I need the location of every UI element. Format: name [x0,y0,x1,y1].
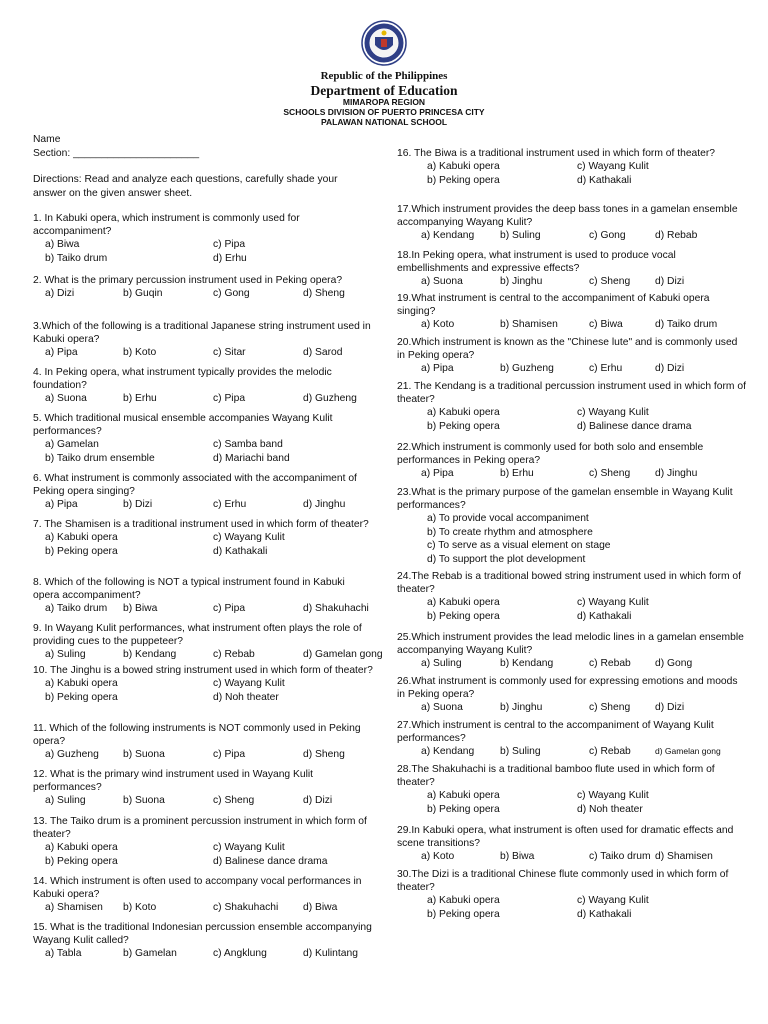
name-label: Name [33,134,61,145]
question-20 [397,336,747,376]
question-stem: 16. The Biwa is a traditional instrument used in which form of theater? [397,148,716,159]
question-stem: 14. Which instrument is often used to accompany vocal performances in Kabuki opera? [33,876,362,901]
question-2 [33,274,373,301]
answer-option[interactable]: b) Taiko drum [45,252,108,264]
answer-option[interactable]: c) Wayang Kulit [577,790,649,802]
answer-options [397,160,747,187]
question-16 [397,147,747,187]
answer-option[interactable]: c) Wayang Kulit [577,597,649,609]
answer-option[interactable]: d) Erhu [213,252,247,264]
answer-options [33,841,373,868]
answer-options [33,602,373,616]
answer-option[interactable]: d) Rebab [655,230,698,242]
question-stem: 11. Which of the following instruments is NOT commonly used in Peking opera? [33,723,361,748]
division-line: SCHOOLS DIVISION OF PUERTO PRINCESA CITY [283,106,485,117]
question-12 [33,768,373,808]
section-label: Section: ______________________ [33,148,200,159]
answer-option[interactable]: d) Kulintang [303,948,358,960]
question-28 [397,763,747,816]
answer-option[interactable]: b) Suling [500,746,541,758]
question-11 [33,722,373,762]
question-4 [33,366,373,406]
answer-option[interactable]: c) Sheng [589,276,631,288]
question-stem: 19.What instrument is central to the accompaniment of Kabuki opera singing? [397,293,710,318]
question-1 [33,212,373,265]
question-stem: 29.In Kabuki opera, what instrument is often used for dramatic effects and scene transitions? [397,825,734,850]
answer-option[interactable]: c) Gong [589,230,626,242]
answer-option[interactable]: a) Kabuki opera [45,532,118,544]
question-stem: 1. In Kabuki opera, which instrument is commonly used for accompaniment? [33,213,300,238]
answer-option[interactable]: c) Pipa [213,749,246,761]
question-stem: 20.Which instrument is known as the "Chinese lute" and is commonly used in Peking opera? [397,337,738,362]
answer-option[interactable]: c) Gong [213,288,250,300]
answer-option[interactable]: c) Wayang Kulit [213,532,285,544]
answer-option[interactable]: d) Gamelan gong [655,746,721,757]
answer-option[interactable]: b) Dizi [123,499,153,511]
answer-option[interactable]: b) Biwa [123,603,158,615]
question-stem: 5. Which traditional musical ensemble accompanies Wayang Kulit performances? [33,413,333,438]
question-stem: 18.In Peking opera, what instrument is used to produce vocal embellishments and expressive effects? [397,250,676,275]
deped-seal-icon [361,20,407,66]
answer-option[interactable]: c) To serve as a visual element on stage [427,540,611,552]
question-29 [397,824,747,864]
answer-option[interactable]: c) Pipa [213,603,246,615]
question-stem: 26.What instrument is commonly used for expressing emotions and moods in Peking opera? [397,676,738,701]
answer-option[interactable]: b) Biwa [500,851,535,863]
answer-option[interactable]: d) Dizi [655,702,685,714]
answer-options [397,789,747,816]
answer-options [33,287,373,301]
question-9 [33,622,383,662]
question-stem: 28.The Shakuhachi is a traditional bamboo flute used in which form of theater? [397,764,715,789]
answer-option[interactable]: b) Suona [123,795,165,807]
answer-option[interactable]: a) Kabuki opera [427,407,500,419]
answer-option[interactable]: a) Shamisen [45,902,103,914]
answer-options [33,238,373,265]
answer-option[interactable]: b) Peking opera [427,803,500,815]
answer-option[interactable]: c) Angklung [213,948,267,960]
answer-options [397,275,747,289]
question-24 [397,570,747,623]
question-26 [397,675,747,715]
answer-option[interactable]: b) Gamelan [123,948,177,960]
answer-option[interactable]: d) Kathakali [213,545,268,557]
answer-option[interactable]: b) Peking opera [427,908,500,920]
answer-options [33,346,373,360]
answer-options [397,467,747,481]
answer-option[interactable]: d) Noh theater [213,691,279,703]
answer-option[interactable]: c) Rebab [589,746,631,758]
question-30 [397,868,747,921]
answer-option[interactable]: a) Biwa [45,239,80,251]
answer-option[interactable]: c) Wayang Kulit [213,842,285,854]
school-line: PALAWAN NATIONAL SCHOOL [320,116,448,127]
answer-options [33,438,373,465]
answer-option[interactable]: c) Wayang Kulit [577,407,649,419]
answer-option[interactable]: b) Suona [123,749,165,761]
region-line: MIMAROPA REGION [342,97,426,108]
answer-option[interactable]: a) Koto [421,851,455,863]
question-stem: 3.Which of the following is a traditional Japanese string instrument used in Kabuki opera? [33,321,371,346]
answer-option[interactable]: a) Kabuki opera [45,842,118,854]
answer-option[interactable]: b) Suling [500,230,541,242]
answer-option[interactable]: b) Peking opera [427,420,500,432]
question-18 [397,249,747,289]
answer-options [33,531,373,558]
answer-option[interactable]: c) Sitar [213,347,246,359]
answer-options [397,894,747,921]
answer-option[interactable]: b) Peking opera [427,610,500,622]
answer-option[interactable]: c) Taiko drum [589,851,651,863]
question-17 [397,203,747,243]
answer-option[interactable]: b) Kendang [500,658,554,670]
question-3 [33,320,373,360]
question-stem: 13. The Taiko drum is a prominent percussion instrument in which form of theater? [33,816,367,841]
answer-option[interactable]: d) Jinghu [303,499,346,511]
answer-option[interactable]: b) Kendang [123,649,177,661]
answer-option[interactable]: a) Taiko drum [45,603,108,615]
answer-option[interactable]: b) Erhu [123,393,157,405]
answer-option[interactable]: c) Wayang Kulit [577,895,649,907]
answer-option[interactable]: a) Gamelan [45,439,99,451]
answer-option[interactable]: a) Suona [45,393,87,405]
answer-option[interactable]: b) Guqin [123,288,163,300]
question-stem: 23.What is the primary purpose of the gamelan ensemble in Wayang Kulit performances? [397,487,733,512]
answer-option[interactable]: b) Koto [123,902,157,914]
republic-line: Republic of the Philippines [320,70,448,82]
answer-option[interactable]: d) To support the plot development [427,553,586,565]
answer-option[interactable]: a) Suona [421,702,463,714]
answer-option[interactable]: d) Taiko drum [655,319,718,331]
answer-option[interactable]: a) To provide vocal accompaniment [427,513,589,525]
question-stem: 10. The Jinghu is a bowed string instrument used in which form of theater? [33,665,373,676]
answer-option[interactable]: b) Jinghu [500,702,543,714]
question-stem: 27.Which instrument is central to the accompaniment of Wayang Kulit performances? [397,720,714,745]
answer-option[interactable]: a) Kabuki opera [45,678,118,690]
answer-option[interactable]: c) Sheng [589,468,631,480]
answer-options [33,648,383,662]
answer-option[interactable]: b) Koto [123,347,157,359]
question-stem: 21. The Kendang is a traditional percussion instrument used in which form of theater? [397,381,746,406]
answer-option[interactable]: a) Suling [421,658,462,670]
answer-option[interactable]: b) Peking opera [45,855,118,867]
answer-option[interactable]: d) Kathakali [577,908,632,920]
answer-option[interactable]: a) Kendang [421,230,475,242]
answer-option[interactable]: a) Pipa [45,499,78,511]
answer-option[interactable]: d) Mariachi band [213,452,290,464]
question-19 [397,292,747,332]
question-21 [397,380,747,433]
answer-option[interactable]: c) Sheng [213,795,255,807]
question-10 [33,664,373,704]
answer-options [397,512,747,566]
answer-option[interactable]: d) Shakuhachi [303,603,369,615]
answer-options [33,677,373,704]
answer-option[interactable]: d) Sheng [303,288,345,300]
answer-option[interactable]: b) Peking opera [45,691,118,703]
question-stem: 25.Which instrument provides the lead melodic lines in a gamelan ensemble accompanying Wayang Kulit? [397,632,744,657]
answer-options [397,701,747,715]
answer-option[interactable]: a) Kabuki opera [427,790,500,802]
question-7 [33,518,373,558]
answer-option[interactable]: c) Wayang Kulit [213,678,285,690]
directions-text: Directions: Read and analyze each questions, carefully shade your answer on the given answer sheet. [33,174,338,199]
question-stem: 9. In Wayang Kulit performances, what instrument often plays the role of providing cues to the puppeteer? [33,623,362,648]
question-stem: 22.Which instrument is commonly used for both solo and ensemble performances in Peking opera? [397,442,704,467]
answer-option[interactable]: c) Sheng [589,702,631,714]
answer-options [397,229,747,243]
answer-option[interactable]: c) Erhu [213,499,247,511]
question-stem: 12. What is the primary wind instrument used in Wayang Kulit performances? [33,769,314,794]
question-stem: 24.The Rebab is a traditional bowed string instrument used in which form of theater? [397,571,741,596]
answer-option[interactable]: d) Shamisen [655,851,713,863]
answer-option[interactable]: a) Kabuki opera [427,895,500,907]
question-22 [397,441,747,481]
answer-option[interactable]: d) Guzheng [303,393,357,405]
answer-options [397,318,747,332]
answer-option[interactable]: c) Pipa [213,239,246,251]
answer-options [33,498,373,512]
answer-options [397,850,747,864]
answer-option[interactable]: d) Balinese dance drama [577,420,692,432]
question-stem: 30.The Dizi is a traditional Chinese flute commonly used in which form of theater? [397,869,729,894]
question-8 [33,576,373,616]
question-5 [33,412,373,465]
answer-options [397,657,747,671]
answer-option[interactable]: d) Sarod [303,347,343,359]
answer-option[interactable]: c) Pipa [213,393,246,405]
answer-option[interactable]: b) Peking opera [427,174,500,186]
answer-option[interactable]: b) Erhu [500,468,534,480]
answer-option[interactable]: d) Biwa [303,902,338,914]
answer-option[interactable]: c) Erhu [589,363,623,375]
question-stem: 6. What instrument is commonly associated with the accompaniment of Peking opera singing? [33,473,357,498]
answer-options [33,947,373,961]
answer-option[interactable]: d) Gamelan gong [303,649,383,661]
answer-option[interactable]: a) Guzheng [45,749,99,761]
answer-option[interactable]: b) Jinghu [500,276,543,288]
answer-option[interactable]: d) Dizi [655,363,685,375]
answer-option[interactable]: d) Sheng [303,749,345,761]
answer-option[interactable]: a) Pipa [421,363,454,375]
question-stem: 4. In Peking opera, what instrument typically provides the melodic foundation? [33,367,332,392]
answer-option[interactable]: b) Shamisen [500,319,558,331]
answer-option[interactable]: a) Suling [45,649,86,661]
question-23 [397,486,747,566]
answer-option[interactable]: a) Kendang [421,746,475,758]
answer-option[interactable]: d) Dizi [655,276,685,288]
answer-option[interactable]: c) Samba band [213,439,283,451]
answer-option[interactable]: a) Suling [45,795,86,807]
answer-option[interactable]: b) Peking opera [45,545,118,557]
answer-option[interactable]: d) Kathakali [577,610,632,622]
answer-options [397,596,747,623]
answer-option[interactable]: b) Taiko drum ensemble [45,452,155,464]
answer-option[interactable]: d) Noh theater [577,803,643,815]
question-13 [33,815,373,868]
question-15 [33,921,373,961]
question-25 [397,631,747,671]
question-stem: 7. The Shamisen is a traditional instrument used in which form of theater? [33,519,369,530]
question-stem: 2. What is the primary percussion instrument used in Peking opera? [33,275,343,286]
answer-options [397,745,747,759]
department-title: Department of Education [310,82,458,98]
question-6 [33,472,373,512]
answer-option[interactable]: a) Pipa [45,347,78,359]
answer-option[interactable]: a) Pipa [421,468,454,480]
student-info [33,133,199,161]
answer-option[interactable]: d) Jinghu [655,468,698,480]
answer-option[interactable]: c) Biwa [589,319,623,331]
answer-option[interactable]: a) Suona [421,276,463,288]
answer-option[interactable]: b) Guzheng [500,363,554,375]
answer-option[interactable]: c) Rebab [213,649,255,661]
answer-options [33,392,373,406]
answer-option[interactable]: c) Rebab [589,658,631,670]
answer-option[interactable]: d) Gong [655,658,693,670]
answer-option[interactable]: c) Shakuhachi [213,902,279,914]
answer-option[interactable]: a) Koto [421,319,455,331]
answer-option[interactable]: a) Kabuki opera [427,161,500,173]
answer-options [397,406,747,433]
question-stem: 15. What is the traditional Indonesian percussion ensemble accompanying Wayang Kulit called? [33,922,372,947]
answer-option[interactable]: b) To create rhythm and atmosphere [427,526,593,538]
answer-option[interactable]: d) Kathakali [577,174,632,186]
answer-option[interactable]: a) Tabla [45,948,82,960]
answer-options [397,362,747,376]
page-header [0,20,768,127]
answer-option[interactable]: d) Balinese dance drama [213,855,328,867]
question-14 [33,875,373,915]
question-stem: 17.Which instrument provides the deep bass tones in a gamelan ensemble accompanying Wayang Kulit? [397,204,738,229]
answer-option[interactable]: d) Dizi [303,795,333,807]
answer-option[interactable]: a) Dizi [45,288,75,300]
question-27 [397,719,747,759]
answer-options [33,794,373,808]
answer-option[interactable]: a) Kabuki opera [427,597,500,609]
question-stem: 8. Which of the following is NOT a typical instrument found in Kabuki opera accompaniment? [33,577,345,602]
answer-option[interactable]: c) Wayang Kulit [577,161,649,173]
answer-options [33,901,373,915]
answer-options [33,748,373,762]
